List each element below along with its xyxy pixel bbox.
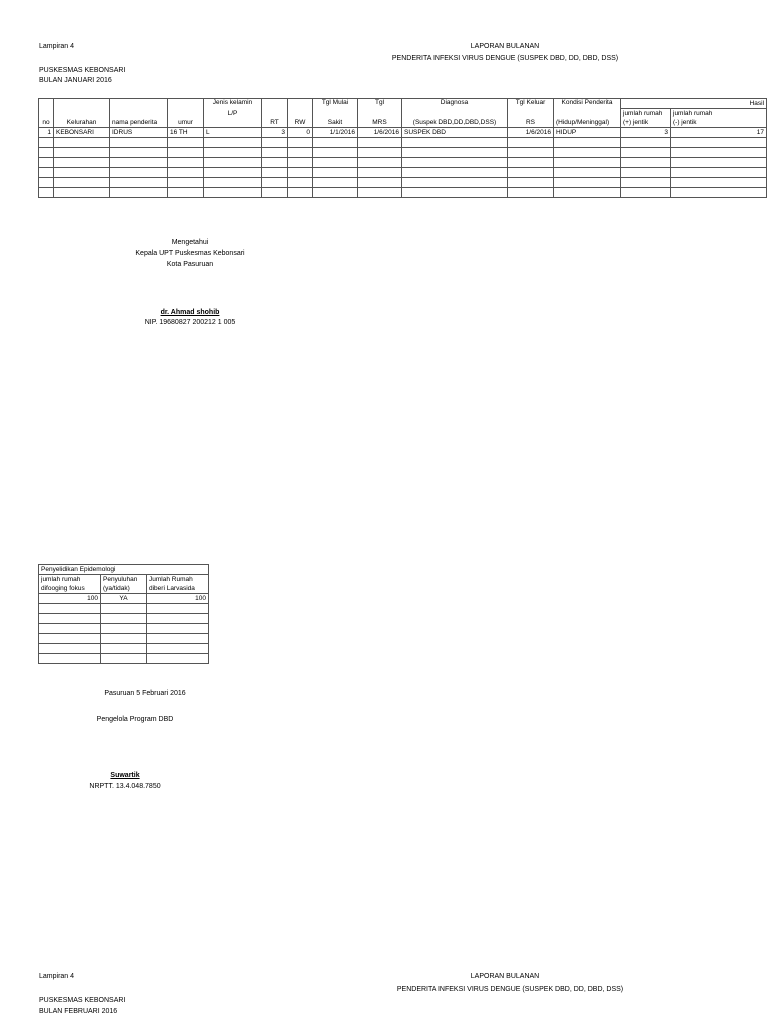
header-neg-jentik: (-) jentik	[671, 118, 767, 128]
table-row-empty	[39, 138, 767, 148]
table-row-empty	[39, 168, 767, 178]
lampiran-label: Lampiran 4	[39, 43, 75, 50]
puskesmas-name-2: PUSKESMAS KEBONSARI	[39, 997, 126, 1004]
header-kondisi-sub: (Hidup/Meninggal)	[554, 118, 621, 128]
report-subtitle-2: PENDERITA INFEKSI VIRUS DENGUE (SUSPEK DBD, DD, DBD, DSS)	[396, 986, 624, 993]
puskesmas-name: PUSKESMAS KEBONSARI	[39, 67, 126, 74]
header-no: no	[39, 118, 54, 128]
table-row-empty	[39, 634, 209, 644]
pe-value-3: 100	[147, 594, 209, 604]
header-umur: umur	[168, 118, 204, 128]
table-row-empty	[39, 614, 209, 624]
header-jumlah-rumah-neg: jumlah rumah	[671, 109, 767, 119]
cell-kondisi: HIDUP	[554, 128, 621, 138]
header-lp: L/P	[204, 109, 262, 119]
header-pos-jentik: (+) jentik	[621, 118, 671, 128]
pe-header-1a: jumlah rumah	[39, 575, 101, 585]
epidemiology-table	[38, 564, 209, 664]
lampiran-label-2: Lampiran 4	[39, 973, 75, 980]
header-jumlah-rumah-pos: jumlah rumah	[621, 109, 671, 119]
cell-umur: 16 TH	[168, 128, 204, 138]
report-title-2: LAPORAN BULANAN	[470, 973, 540, 980]
header-rs: RS	[508, 118, 554, 128]
header-diagnosa-sub: (Suspek DBD,DD,DBD,DSS)	[402, 118, 508, 128]
header-kondisi: Kondisi Penderita	[554, 99, 621, 109]
pe-header-row-1	[39, 575, 209, 585]
pe-value-2: YA	[101, 594, 147, 604]
cell-tgl-mulai: 1/1/2016	[313, 128, 358, 138]
report-month: BULAN JANUARI 2016	[39, 77, 112, 84]
cell-tgl-mrs: 1/6/2016	[358, 128, 402, 138]
pe-header-row-2	[39, 584, 209, 594]
pe-header-3b: diberi Larvasida	[147, 584, 209, 594]
doctor-nip: NIP. 19680827 200212 1 005	[144, 319, 236, 326]
header-kelurahan: Kelurahan	[54, 118, 110, 128]
header-row-1	[39, 99, 767, 109]
report-title: LAPORAN BULANAN	[470, 43, 540, 50]
table-row	[39, 594, 209, 604]
place-date: Pasuruan 5 Februari 2016	[104, 690, 186, 697]
table-row-empty	[39, 604, 209, 614]
pe-header-2a: Penyuluhan	[101, 575, 147, 585]
report-month-2: BULAN FEBRUARI 2016	[39, 1008, 118, 1015]
pengelola-label: Pengelola Program DBD	[96, 716, 174, 723]
table-row-empty	[39, 624, 209, 634]
header-mrs: MRS	[358, 118, 402, 128]
table-row-empty	[39, 644, 209, 654]
header-tgl-keluar: Tgl Keluar	[508, 99, 554, 109]
cell-kelurahan: KEBONSARI	[54, 128, 110, 138]
header-rw: RW	[288, 118, 313, 128]
table-row-empty	[39, 148, 767, 158]
report-subtitle: PENDERITA INFEKSI VIRUS DENGUE (SUSPEK DBD, DD, DBD, DSS)	[391, 55, 619, 62]
cell-no: 1	[39, 128, 54, 138]
pe-header-2b: (ya/tidak)	[101, 584, 147, 594]
officer-nrptt: NRPTT. 13.4.048.7850	[89, 783, 161, 790]
header-jenis-kelamin: Jenis kelamin	[204, 99, 262, 109]
header-rt: RT	[262, 118, 288, 128]
table-row	[39, 128, 767, 138]
cell-rt: 3	[262, 128, 288, 138]
cell-tgl-keluar: 1/6/2016	[508, 128, 554, 138]
cell-nama: IDRUS	[110, 128, 168, 138]
header-diagnosa: Diagnosa	[402, 99, 508, 109]
header-tgl: Tgl	[358, 99, 402, 109]
header-row-2	[39, 109, 767, 119]
header-hasil: Hasil	[621, 99, 767, 109]
mengetahui-label: Mengetahui	[171, 239, 209, 246]
kepala-label: Kepala UPT Puskesmas Kebonsari	[135, 250, 245, 257]
cell-neg: 17	[671, 128, 767, 138]
pe-title-row	[39, 565, 209, 575]
header-row-3	[39, 118, 767, 128]
pe-title: Penyelidikan Epidemologi	[39, 565, 209, 575]
cell-lp: L	[204, 128, 262, 138]
table-row-empty	[39, 188, 767, 198]
cell-pos: 3	[621, 128, 671, 138]
pe-header-3a: Jumlah Rumah	[147, 575, 209, 585]
kota-label: Kota Pasuruan	[166, 261, 214, 268]
table-row-empty	[39, 158, 767, 168]
officer-name: Suwartik	[110, 772, 140, 779]
header-tgl-mulai: Tgl Mulai	[313, 99, 358, 109]
header-sakit: Sakit	[313, 118, 358, 128]
table-row-empty	[39, 654, 209, 664]
header-nama: nama penderita	[110, 118, 168, 128]
patient-table	[38, 98, 767, 198]
cell-rw: 0	[288, 128, 313, 138]
pe-value-1: 100	[39, 594, 101, 604]
table-row-empty	[39, 178, 767, 188]
pe-header-1b: difooging fokus	[39, 584, 101, 594]
doctor-name: dr. Ahmad shohib	[160, 309, 220, 316]
cell-diagnosa: SUSPEK DBD	[402, 128, 508, 138]
